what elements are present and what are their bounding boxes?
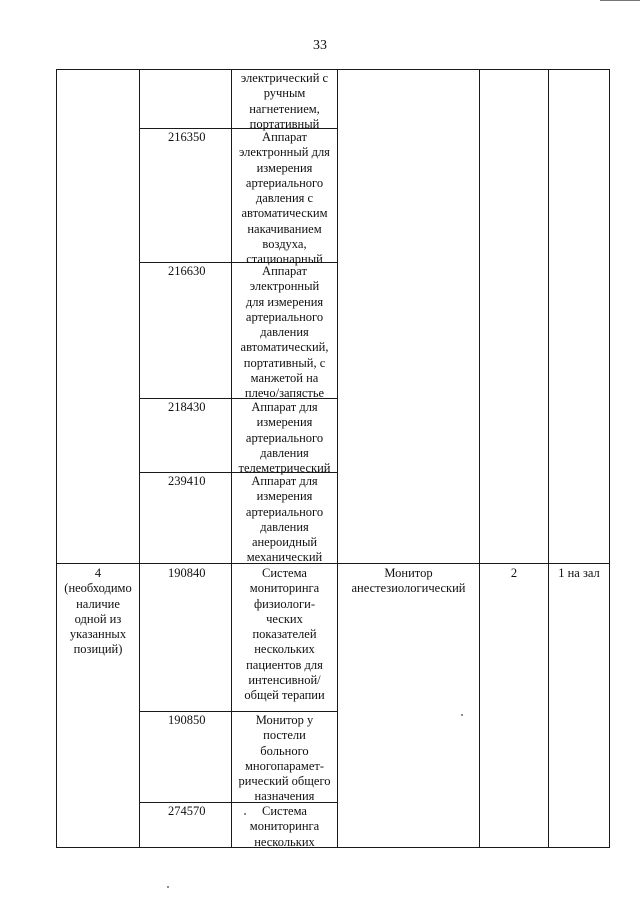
row-2-item-1-code: 190840 — [168, 566, 206, 580]
row-1-item-1-name: электрический с ручным нагнетением, портативный — [240, 71, 329, 131]
column-separator — [548, 69, 549, 847]
row-1-item-2-code: 216350 — [168, 130, 206, 144]
row-1-item-2-name: Аппарат электронный для измерения артериального давления с автоматическим накачиванием воздуха, стационарный — [239, 130, 330, 267]
scan-speck — [461, 714, 463, 716]
row-2-equipment: Монитор анестезиологический — [351, 566, 466, 596]
row-1-item-3-name: Аппарат электронный для измерения артериального давления автоматический, портативный, с манжетой на плечо/запястье — [240, 264, 329, 401]
row-1-item-5-name: Аппарат для измерения артериального давления анероидный механический — [245, 474, 324, 565]
row-2-note: 1 на зал — [558, 566, 600, 580]
scan-speck — [167, 886, 169, 888]
table-border-top — [56, 69, 610, 70]
item-separator — [139, 711, 338, 712]
table-border-right — [609, 69, 610, 847]
row-1-item-3-code: 216630 — [168, 264, 206, 278]
scan-edge — [600, 0, 640, 1]
row-2-group-cell: 4 (необходимо наличие одной из указанных позиций) — [64, 566, 132, 657]
row-1-item-4-code: 218430 — [168, 400, 206, 414]
page-number: 33 — [313, 38, 327, 53]
column-separator — [479, 69, 480, 847]
table-border-left — [56, 69, 57, 847]
row-1-item-5-code: 239410 — [168, 474, 206, 488]
row-2-item-1-name: Система мониторинга физиологи- ческих показателей нескольких пациентов для интенсивной/ общей терапии — [244, 566, 325, 703]
scan-speck — [244, 813, 246, 815]
column-separator — [139, 69, 140, 847]
row-2-item-2-name: Монитор у постели больного многопарамет- рический общего назначения — [238, 713, 331, 804]
column-separator — [337, 69, 338, 847]
row-2-item-3-code: 274570 — [168, 804, 206, 818]
row-2-item-2-code: 190850 — [168, 713, 206, 727]
row-1-item-4-name: Аппарат для измерения артериального давления телеметрический — [238, 400, 331, 476]
row-2-quantity: 2 — [510, 566, 518, 580]
row-2-item-3-name: Система мониторинга нескольких — [249, 804, 320, 849]
